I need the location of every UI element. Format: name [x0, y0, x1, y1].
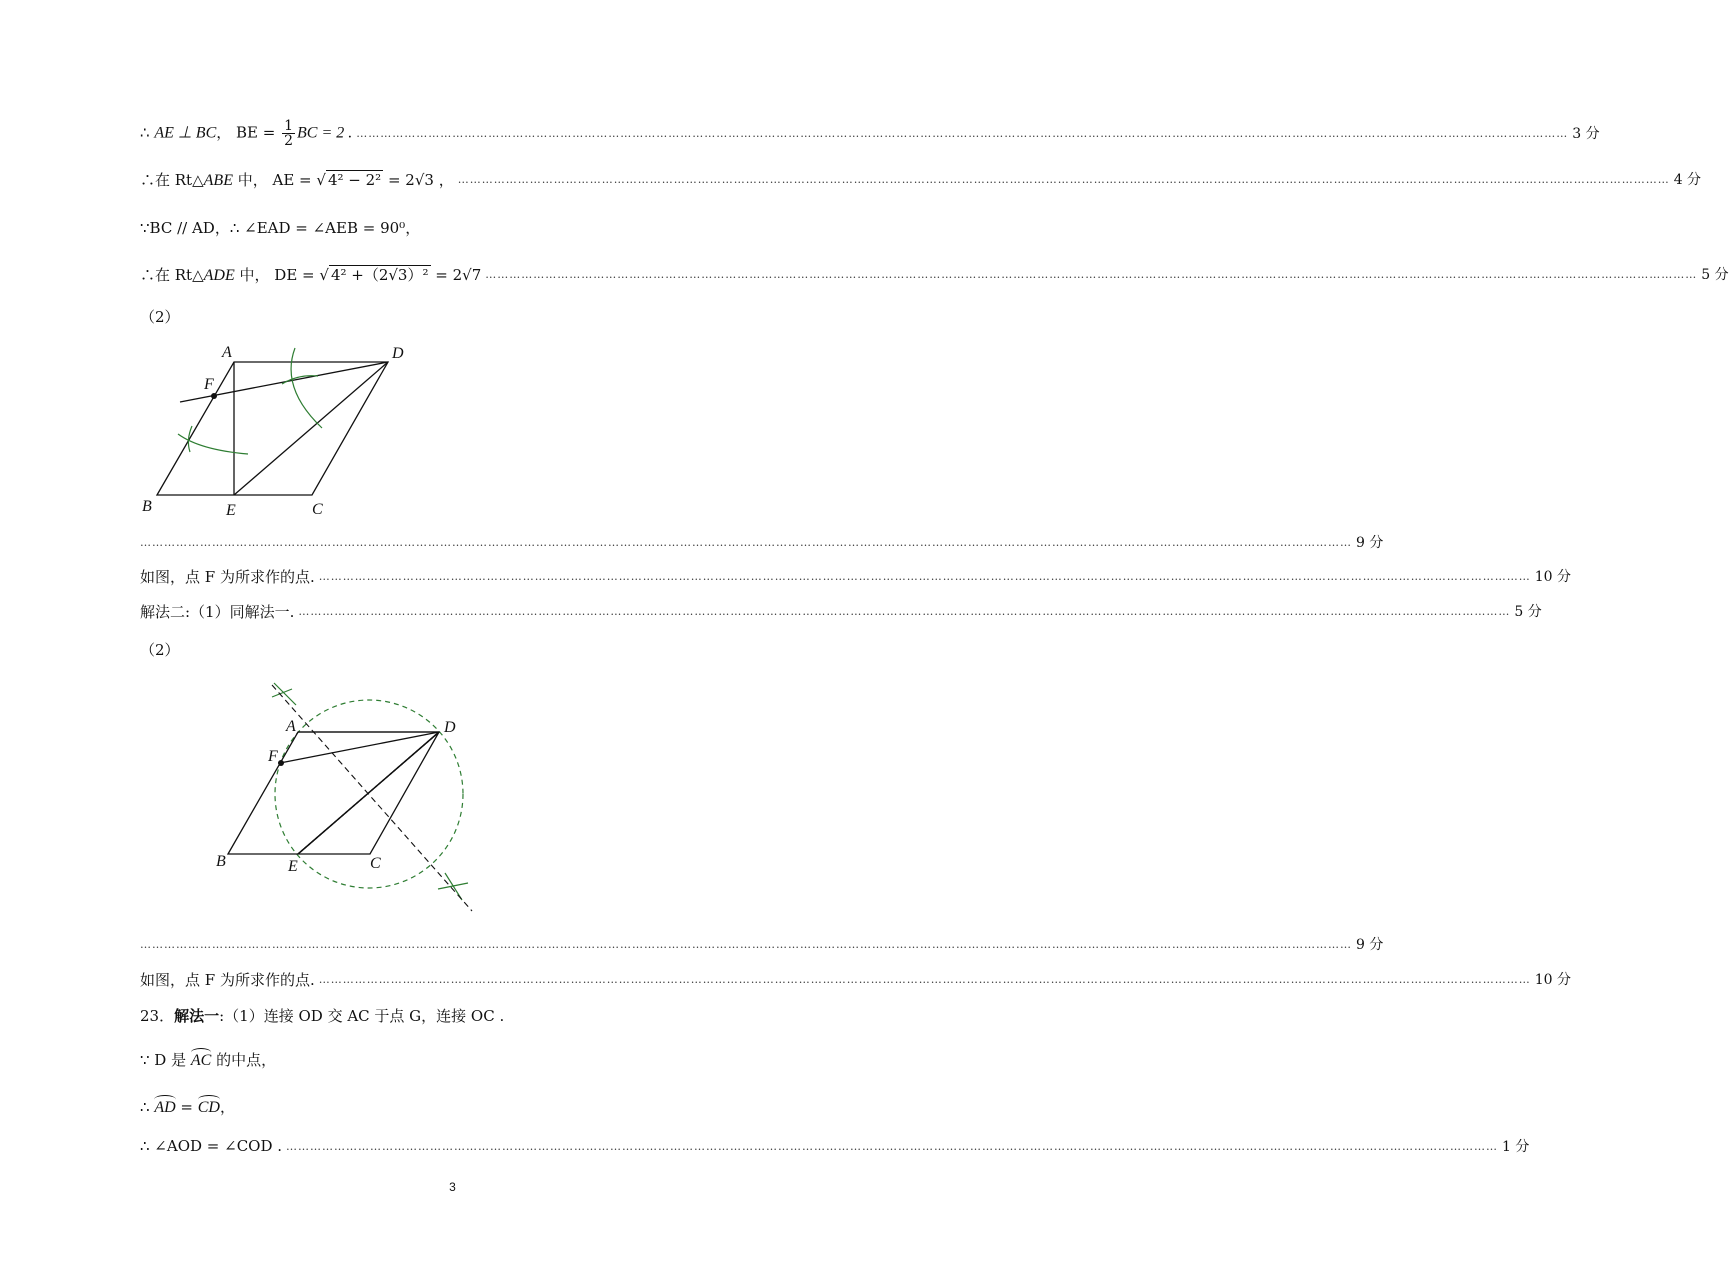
- label-E: E: [226, 502, 236, 519]
- perpendicular-bisector: [272, 685, 472, 911]
- score-line-9a: [140, 527, 1384, 557]
- solution-line-3: [140, 212, 747, 242]
- solution-line-2: [140, 164, 1702, 194]
- label-C: C: [370, 855, 381, 872]
- score: 5 分: [1514, 604, 1542, 620]
- part-2-label-a: （2）: [140, 308, 180, 326]
- method-2-line: 解法二:（1）同解法一. …………………………………………………………………………………………………………………………………………………………………………………………………………………………………………………………………………… 5 分: [140, 602, 1542, 621]
- line-3-text: ∵BC // AD，∴ ∠EAD = ∠AEB = 90⁰，: [140, 218, 421, 237]
- label-F: F: [204, 376, 214, 393]
- figure-1-parallelogram: [130, 340, 430, 525]
- leader-dots: ……………………………………………………………………………………………………………………………………………………………………………………………………………………………………………………………………………: [457, 172, 1670, 186]
- score: 10 分: [1534, 569, 1571, 585]
- label-D: D: [444, 719, 456, 736]
- leader-dots: ……………………………………………………………………………………………………………………………………………………………………………………………………………………………………………………………………………: [485, 267, 1698, 281]
- arc-ad: AD: [154, 1098, 176, 1116]
- point-f-dot: [211, 393, 217, 399]
- score: 9 分: [1356, 937, 1384, 953]
- label-A: A: [222, 344, 232, 361]
- solution-line-1: [140, 117, 1600, 149]
- d-midpoint-line: ∵ D 是 AC 的中点，: [140, 1050, 277, 1069]
- conclusion-line-a: 如图，点 F 为所求作的点. …………………………………………………………………………………………………………………………………………………………………………………………………………………………………………………………………………… 10 分: [140, 567, 1571, 586]
- page-number: 3: [449, 1180, 456, 1194]
- leader-dots: ……………………………………………………………………………………………………………………………………………………………………………………………………………………………………………………………………………: [140, 937, 1352, 951]
- leader-dots: ……………………………………………………………………………………………………………………………………………………………………………………………………………………………………………………………………………: [286, 1139, 1499, 1153]
- arc-cd: CD: [197, 1098, 220, 1116]
- label-B: B: [216, 853, 226, 870]
- part-2-label-b: （2）: [140, 641, 180, 659]
- score: 9 分: [1356, 535, 1384, 551]
- label-C: C: [312, 501, 323, 518]
- arc-equal-line: ∴ AD = CD，: [140, 1097, 235, 1116]
- score: 4 分: [1673, 172, 1702, 188]
- line-1-text: ∴ AE ⊥ BC， BE = $\frac{1}{2}$ BC = 2 .: [140, 117, 353, 149]
- score-line-9b: [140, 929, 1384, 959]
- label-A: A: [286, 718, 296, 735]
- leader-dots: ……………………………………………………………………………………………………………………………………………………………………………………………………………………………………………………………………………: [318, 569, 1531, 583]
- method-label: 解法一: [174, 1006, 220, 1025]
- point-f-dot: [278, 760, 284, 766]
- leader-dots: ……………………………………………………………………………………………………………………………………………………………………………………………………………………………………………………………………………: [318, 972, 1531, 986]
- solution-line-4: [140, 259, 1729, 289]
- line-4-text: ∴在 Rt△ADE 中， DE = √ 4² +（2√3）² = 2√7: [140, 265, 482, 284]
- label-F: F: [268, 748, 278, 765]
- label-D: D: [392, 345, 404, 362]
- arc-ac: AC: [190, 1051, 212, 1069]
- leader-dots: ……………………………………………………………………………………………………………………………………………………………………………………………………………………………………………………………………………: [356, 126, 1569, 140]
- leader-dots: ……………………………………………………………………………………………………………………………………………………………………………………………………………………………………………………………………………: [298, 604, 1511, 618]
- score: 3 分: [1572, 126, 1600, 142]
- score: 10 分: [1534, 972, 1571, 988]
- question-23-line: 23．解法一:（1）连接 OD 交 AC 于点 G，连接 OC .: [140, 1006, 505, 1025]
- label-E: E: [288, 858, 298, 875]
- label-B: B: [142, 498, 152, 515]
- score: 5 分: [1701, 267, 1729, 283]
- conclusion-line-b: 如图，点 F 为所求作的点. …………………………………………………………………………………………………………………………………………………………………………………………………………………………………………………………………………… 10 分: [140, 970, 1571, 989]
- score: 1 分: [1502, 1139, 1530, 1155]
- fraction-half: $\frac{1}{2}$: [284, 117, 294, 149]
- line-2-text: ∴在 Rt△ABE 中， AE = √ 4² − 2² = 2√3 ，: [140, 170, 454, 189]
- question-number: 23．: [140, 1006, 175, 1025]
- angle-equal-line: ∴ ∠AOD = ∠COD . …………………………………………………………………………………………………………………………………………………………………………………………………………………………………………………………………………… 1 分: [140, 1137, 1530, 1155]
- figure-2-parallelogram-circle: [210, 675, 490, 920]
- leader-dots: ……………………………………………………………………………………………………………………………………………………………………………………………………………………………………………………………………………: [140, 535, 1352, 549]
